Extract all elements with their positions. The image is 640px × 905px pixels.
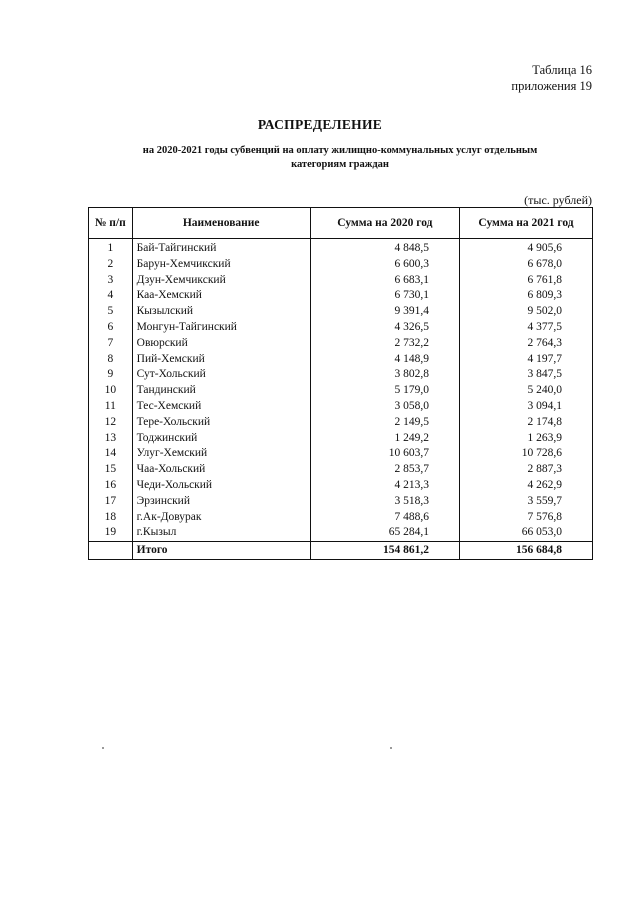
total-sum-2020: 154 861,2	[310, 542, 459, 560]
row-sum-2020: 5 179,0	[310, 383, 459, 399]
table-row	[89, 383, 593, 399]
table-row	[89, 525, 593, 541]
table-reference	[511, 62, 592, 94]
row-sum-2021: 3 559,7	[459, 494, 592, 510]
table-row	[89, 304, 593, 320]
row-sum-2020: 7 488,6	[310, 510, 459, 526]
row-sum-2021: 9 502,0	[459, 304, 592, 320]
row-number: 17	[89, 494, 133, 510]
row-sum-2020: 2 149,5	[310, 415, 459, 431]
row-name: Чаа-Хольский	[132, 462, 310, 478]
row-sum-2021: 1 263,9	[459, 431, 592, 447]
row-name: Сут-Хольский	[132, 367, 310, 383]
row-sum-2020: 6 730,1	[310, 288, 459, 304]
row-number: 5	[89, 304, 133, 320]
row-name: г.Ак-Довурак	[132, 510, 310, 526]
row-number: 11	[89, 399, 133, 415]
row-sum-2020: 2 732,2	[310, 336, 459, 352]
row-sum-2021: 4 905,6	[459, 239, 592, 257]
row-name: Овюрский	[132, 336, 310, 352]
row-number: 18	[89, 510, 133, 526]
row-number: 1	[89, 239, 133, 257]
row-number: 19	[89, 525, 133, 541]
scan-speck	[102, 747, 104, 749]
total-sum-2021: 156 684,8	[459, 542, 592, 560]
header-number: № п/п	[89, 208, 133, 239]
row-number: 9	[89, 367, 133, 383]
subtitle-line-2: категориям граждан	[291, 159, 389, 170]
row-name: Дзун-Хемчикский	[132, 273, 310, 289]
table-row	[89, 273, 593, 289]
row-number: 13	[89, 431, 133, 447]
row-number: 16	[89, 478, 133, 494]
row-sum-2020: 3 802,8	[310, 367, 459, 383]
total-number	[89, 542, 133, 560]
row-sum-2020: 10 603,7	[310, 446, 459, 462]
header-name: Наименование	[132, 208, 310, 239]
row-number: 6	[89, 320, 133, 336]
row-sum-2021: 3 847,5	[459, 367, 592, 383]
document-subtitle	[120, 144, 560, 172]
table-number: Таблица 16	[532, 63, 592, 77]
table-row	[89, 462, 593, 478]
row-sum-2020: 9 391,4	[310, 304, 459, 320]
row-sum-2021: 5 240,0	[459, 383, 592, 399]
row-name: Каа-Хемский	[132, 288, 310, 304]
table-row	[89, 352, 593, 368]
row-number: 15	[89, 462, 133, 478]
table-row	[89, 320, 593, 336]
row-number: 4	[89, 288, 133, 304]
row-sum-2021: 2 764,3	[459, 336, 592, 352]
row-number: 10	[89, 383, 133, 399]
row-number: 8	[89, 352, 133, 368]
row-sum-2021: 4 262,9	[459, 478, 592, 494]
row-sum-2020: 4 148,9	[310, 352, 459, 368]
row-name: Тоджинский	[132, 431, 310, 447]
row-name: Бай-Тайгинский	[132, 239, 310, 257]
row-sum-2021: 10 728,6	[459, 446, 592, 462]
table-row	[89, 367, 593, 383]
row-sum-2021: 66 053,0	[459, 525, 592, 541]
table-row	[89, 431, 593, 447]
scan-speck	[390, 747, 392, 749]
table-body	[89, 239, 593, 560]
row-number: 12	[89, 415, 133, 431]
row-sum-2021: 4 197,7	[459, 352, 592, 368]
header-sum-2021: Сумма на 2021 год	[459, 208, 592, 239]
row-sum-2021: 6 809,3	[459, 288, 592, 304]
header-sum-2020: Сумма на 2020 год	[310, 208, 459, 239]
subtitle-line-1: на 2020-2021 годы субвенций на оплату жилищно-коммунальных услуг отдельным	[142, 145, 538, 156]
table-row	[89, 239, 593, 257]
row-name: Кызылский	[132, 304, 310, 320]
row-sum-2020: 2 853,7	[310, 462, 459, 478]
table-row	[89, 336, 593, 352]
distribution-table	[88, 207, 593, 560]
table-row	[89, 399, 593, 415]
row-sum-2020: 6 600,3	[310, 257, 459, 273]
table-row	[89, 446, 593, 462]
table-row	[89, 478, 593, 494]
row-name: Чеди-Хольский	[132, 478, 310, 494]
document-title: РАСПРЕДЕЛЕНИЕ	[257, 117, 383, 132]
row-sum-2020: 4 326,5	[310, 320, 459, 336]
table-row	[89, 288, 593, 304]
row-sum-2020: 6 683,1	[310, 273, 459, 289]
row-sum-2020: 65 284,1	[310, 525, 459, 541]
row-name: Тес-Хемский	[132, 399, 310, 415]
row-name: Тандинский	[132, 383, 310, 399]
total-row	[89, 542, 593, 560]
row-name: Тере-Хольский	[132, 415, 310, 431]
table-row	[89, 510, 593, 526]
row-sum-2021: 7 576,8	[459, 510, 592, 526]
row-name: Монгун-Тайгинский	[132, 320, 310, 336]
row-sum-2020: 3 518,3	[310, 494, 459, 510]
row-sum-2021: 3 094,1	[459, 399, 592, 415]
row-name: Барун-Хемчикский	[132, 257, 310, 273]
row-name: г.Кызыл	[132, 525, 310, 541]
row-sum-2021: 6 761,8	[459, 273, 592, 289]
row-sum-2020: 4 848,5	[310, 239, 459, 257]
units-label: (тыс. рублей)	[524, 193, 592, 207]
table-header-row	[89, 208, 593, 239]
total-label: Итого	[132, 542, 310, 560]
row-sum-2020: 3 058,0	[310, 399, 459, 415]
row-number: 2	[89, 257, 133, 273]
row-sum-2020: 1 249,2	[310, 431, 459, 447]
row-sum-2021: 2 887,3	[459, 462, 592, 478]
row-name: Улуг-Хемский	[132, 446, 310, 462]
table-row	[89, 257, 593, 273]
appendix-number: приложения 19	[511, 79, 592, 93]
row-sum-2021: 4 377,5	[459, 320, 592, 336]
row-number: 7	[89, 336, 133, 352]
row-sum-2021: 2 174,8	[459, 415, 592, 431]
row-sum-2020: 4 213,3	[310, 478, 459, 494]
row-number: 3	[89, 273, 133, 289]
row-number: 14	[89, 446, 133, 462]
table-row	[89, 415, 593, 431]
row-name: Эрзинский	[132, 494, 310, 510]
row-name: Пий-Хемский	[132, 352, 310, 368]
row-sum-2021: 6 678,0	[459, 257, 592, 273]
table-row	[89, 494, 593, 510]
